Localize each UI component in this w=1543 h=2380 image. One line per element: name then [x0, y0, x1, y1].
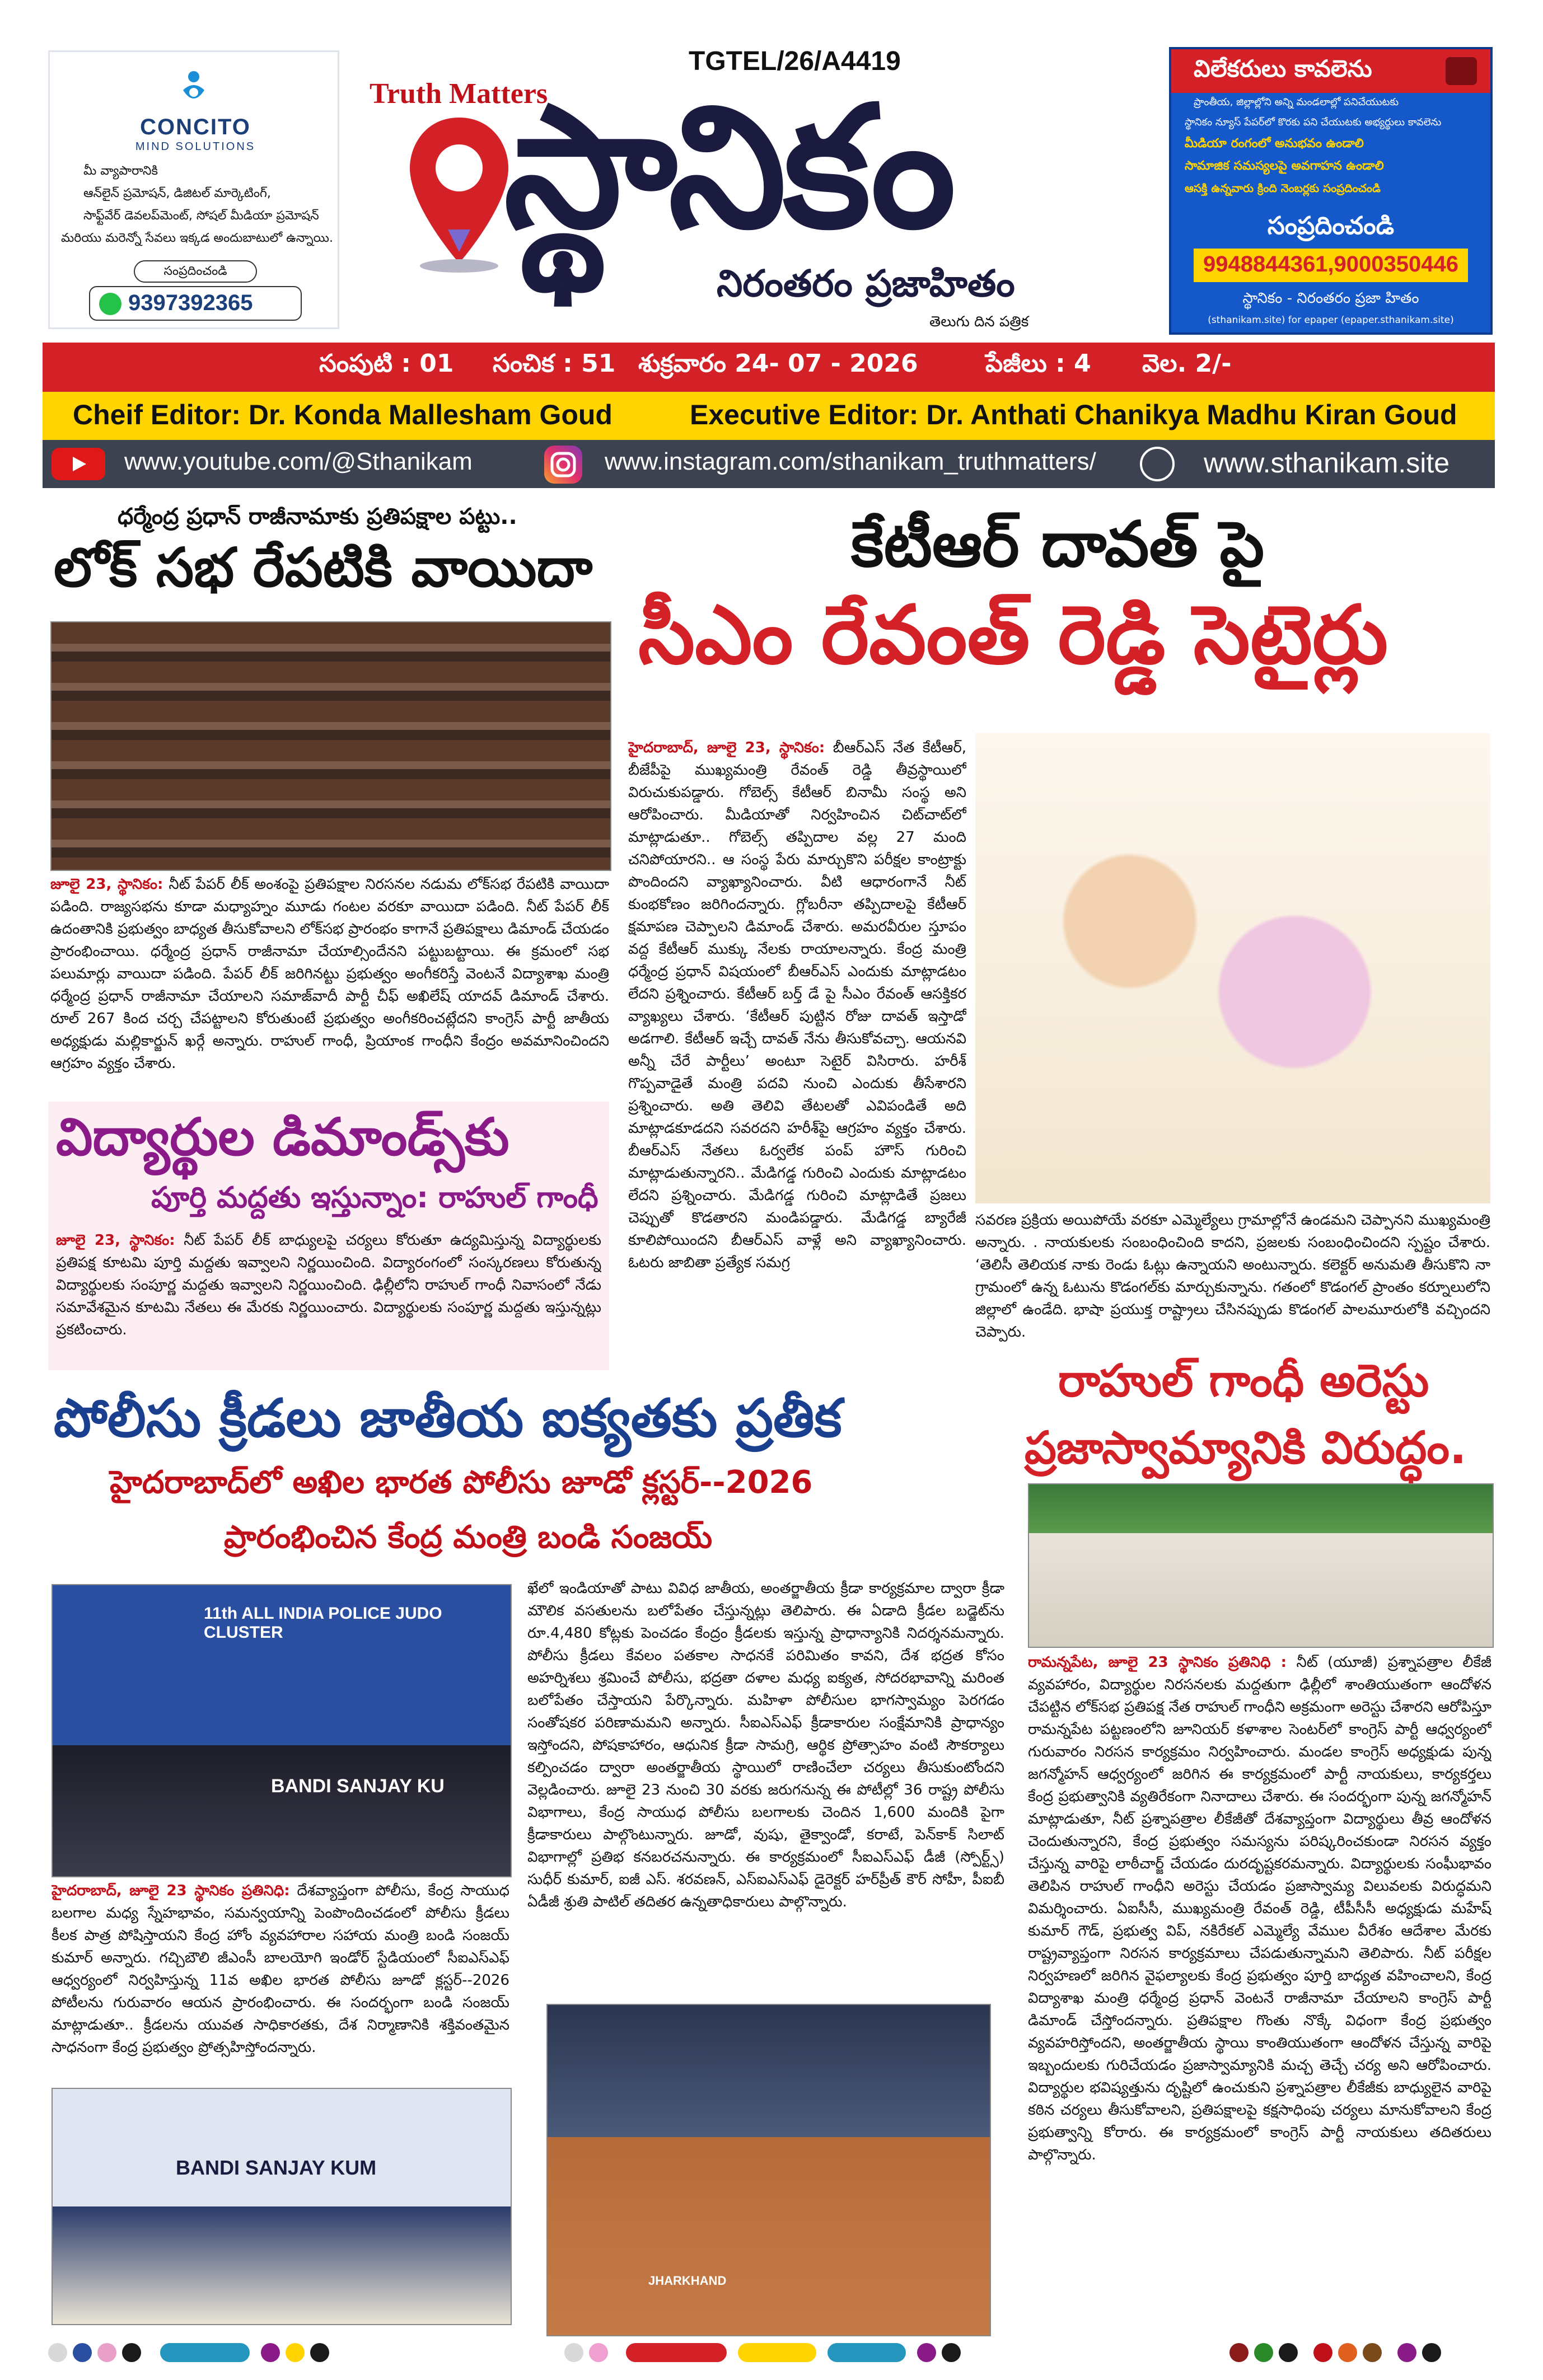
story4-body2: [527, 1577, 1004, 2003]
right-ad-line-1: స్థానికం న్యూస్ పేపర్‌లో కొరకు పని చేయుటకు అభ్యర్థులు కావలెను: [1185, 116, 1442, 128]
story4-subhead1: హైదరాబాద్‌లో అఖిల భారత పోలీసు జూడో క్లస్టర్--2026: [110, 1464, 813, 1501]
story1-headline: లోక్ సభ రేపటికి వాయిదా: [54, 536, 593, 599]
right-ad-title: విలేకరులు కావలెను: [1194, 55, 1372, 82]
left-ad-contact-label: సంప్రదించండి: [134, 260, 257, 283]
story4-subhead2: ప్రారంభించిన కేంద్ర మంత్రి బండి సంజయ్: [224, 1519, 713, 1556]
story3-continued-text: సవరణ ప్రక్రియ అయిపోయే వరకూ ఎమ్మెల్యేలు గ్రామాల్లోనే ఉండమని చెప్పానని ముఖ్యమంత్రి అన్నారు. . నాయకులకు సంబంధించింది కాదని, ప్రజలకు సంబంధించిందని స్పష్టం చేశారు. ‘తెలిసీ తెలియక నాకు రెండు ఓట్లు ఉన్నాయని అంటున్నారు. కలెక్టర్ అనుమతి తీసుకొని నా గ్రామంలో ఉన్న ఓటును కొడంగల్‌కు మార్చుకున్నాను. గతంలో కొడంగల్ ప్రాంతం కర్నూలులోని జిల్లాలో ఉండేది. భాషా ప్రయుక్త రాష్ట్రాలు చేసినప్పుడు కొడంగల్ పాలమూరులోకి వచ్చిందని చెప్పారు.: [975, 1212, 1490, 1341]
issue-date: శుక్రవారం 24- 07 - 2026: [638, 349, 918, 378]
instagram-link[interactable]: www.instagram.com/sthanikam_truthmatters/: [605, 448, 1096, 475]
paper-type: తెలుగు దిన పత్రిక: [929, 313, 1029, 330]
left-ad-line-1: మీ వ్యాపారానికి: [83, 164, 158, 178]
masthead-title: స్థానికం: [504, 70, 953, 265]
story4-photo1-banner: 11th ALL INDIA POLICE JUDO CLUSTER: [204, 1604, 442, 1642]
story3-body: [628, 737, 966, 1348]
left-ad-line-3: సాఫ్ట్‌వేర్ డెవలప్‌మెంట్, సోషల్ మీడియా ప్రమోషన్: [83, 209, 319, 223]
story4-lead: హైదరాబాద్, జూలై 23 స్థానికం ప్రతినిధి:: [52, 1882, 290, 1899]
story3-headline2: సీఎం రేవంత్ రెడ్డి సెటైర్లు: [638, 588, 1388, 682]
story1-lead: జూలై 23, స్థానికం:: [50, 876, 163, 893]
issue-volume: సంపుటి : 01: [319, 349, 454, 378]
story4-photo1-stage: BANDI SANJAY KU: [271, 1775, 445, 1797]
right-ad-contact-label: సంప్రదించండి: [1267, 212, 1395, 240]
story5-headline1: రాహుల్ గాంధీ అరెస్టు: [1058, 1355, 1429, 1407]
masthead-tagline-te: నిరంతరం ప్రజాహితం: [717, 262, 1015, 305]
story4-headline: పోలీసు క్రీడలు జాతీయ ఐక్యతకు ప్రతీక: [54, 1388, 842, 1449]
right-ad: [1169, 47, 1493, 335]
right-ad-line-2: మీడియా రంగంలో అనుభవం ఉండాలి: [1185, 137, 1364, 151]
story4-text2: ఖేలో ఇండియాతో పాటు వివిధ జాతీయ, అంతర్జాతీయ క్రీడా కార్యక్రమాల ద్వారా క్రీడా మౌలిక వసతులను బలోపేతం చేస్తున్నట్లు తెలిపారు. ఈ ఏడాది క్రీడల బడ్జెట్‌ను రూ.4,480 కోట్లకు పెంచడం కేంద్రం క్రీడలకు ఇస్తున్న ప్రాధాన్యానికి నిదర్శనమన్నారు. పోలీసు క్రీడలు కేవలం పతకాల సాధనకే పరిమితం కావని, దేశ భద్రత కోసం అహర్నిశలు శ్రమించే పోలీసు, భద్రతా దళాల మధ్య ఐక్యత, సోదరభావాన్ని మరింత బలోపేతం చేస్తాయని పేర్కొన్నారు. మహిళా పోలీసుల భాగస్వామ్యం పెరగడం సంతోషకర పరిణామమని అన్నారు. సీఐఎస్ఎఫ్ క్రీడాకారుల సంక్షేమానికి ప్రాధాన్యం ఇస్తోందని, పోషకాహారం, ఆధునిక క్రీడా సామగ్రి, ఆర్థిక ప్రోత్సాహం వంటి సౌకర్యాలు కల్పించడం ద్వారా అంతర్జాతీయ స్థాయిలో రాణించేలా చర్యలు తీసుకుంటోందని వెల్లడించారు. జూలై 23 నుంచి 30 వరకు జరుగనున్న ఈ పోటీల్లో 36 రాష్ట్ర పోలీసు విభాగాలు, కేంద్ర సాయుధ పోలీసు బలగాలకు చెందిన 1,600 మందికి పైగా క్రీడాకారులు పాల్గొంటున్నారు. జూడో, వుషు, తైక్వాండో, కరాటే, పెన్‌కాక్ సిలాట్ విభాగాల్లో ప్రతిభ కనబరచనున్నారు. ఈ కార్యక్రమంలో సీఐఎస్ఎఫ్ డీజీ (స్పోర్ట్స్) సుధీర్ కుమార్, ఐజీ ఎస్. శరవణన్, ఎస్ఐఎస్ఎఫ్ డైరెక్టర్ హర్‌ప్రీత్ కౌర్ సోహీ, పీఐబీ ఏడీజీ శ్రుతి పాటిల్ తదితర ఉన్నతాధికారులు పాల్గొన్నారు.: [527, 1580, 1004, 1910]
masthead-tagline-en: Truth Matters: [370, 78, 548, 110]
story3-cartoon: [975, 733, 1490, 1203]
left-ad-phone: 9397392365: [128, 291, 253, 315]
website-link[interactable]: www.sthanikam.site: [1204, 447, 1450, 479]
story2-headline: విద్యార్థుల డిమాండ్స్‌కు: [56, 1107, 509, 1167]
map-pin-logo-icon: [403, 112, 515, 274]
concito-brand-sub: MIND SOLUTIONS: [135, 140, 256, 153]
story4-photo3-stage: BANDI SANJAY KUM: [176, 2156, 377, 2179]
issue-number: సంచిక : 51: [493, 349, 616, 378]
whatsapp-icon: [99, 293, 121, 315]
youtube-icon: [52, 448, 105, 480]
left-ad-line-4: మరియు మరెన్నో సేవలు ఇక్కడ అందుబాటులో ఉన్నాయి.: [61, 231, 333, 245]
registration-number: TGTEL/26/A4419: [689, 46, 901, 76]
instagram-icon: [544, 446, 582, 484]
story5-lead: రామన్నపేట, జూలై 23 స్థానికం ప్రతినిధి :: [1028, 1654, 1287, 1671]
story5-headline2: ప్రజాస్వామ్యానికి విరుద్ధం.: [1025, 1422, 1467, 1474]
right-ad-line-4: ఆసక్తి ఉన్నవారు క్రింది నెంబర్లకు సంప్రదించండి: [1185, 181, 1381, 195]
story2-subhead: పూర్తి మద్దతు ఇస్తున్నాం: రాహుల్ గాంధీ: [151, 1181, 599, 1215]
right-ad-line-3: సామాజిక సమస్యలపై అవగాహన ఉండాలి: [1185, 159, 1384, 173]
story4-photo3: [52, 2088, 512, 2325]
right-ad-phones: 9948844361,9000350446: [1203, 252, 1459, 277]
megaphone-icon: [1446, 57, 1477, 85]
story4-body: [52, 1880, 509, 2078]
right-ad-site: (sthanikam.site) for epaper (epaper.sthanikam.site): [1208, 315, 1454, 326]
story4-photo2-team: JHARKHAND: [648, 2274, 727, 2288]
story4-photo1: [52, 1584, 512, 1877]
youtube-link[interactable]: www.youtube.com/@Sthanikam: [124, 448, 473, 475]
story4-text: దేశవ్యాప్తంగా పోలీసు, కేంద్ర సాయుధ బలగాల మధ్య స్నేహభావం, సమన్వయాన్ని పెంపొందించడంలో పోలీసు క్రీడలు కీలక పాత్ర పోషిస్తాయని కేంద్ర హోం వ్యవహారాల సహాయ మంత్రి బండి సంజయ్ కుమార్ అన్నారు. గచ్చిబౌలి జీఎంసీ బాలయోగి ఇండోర్ స్టేడియంలో సీఐఎస్ఎఫ్ ఆధ్వర్యంలో నిర్వహిస్తున్న 11వ అఖిల భారత పోలీసు జూడో క్లస్టర్--2026 పోటీలను గురువారం ఆయన ప్రారంభించారు. ఈ సందర్భంగా బండి సంజయ్ మాట్లాడుతూ.. క్రీడలను యువత సాధికారతకు, దేశ నిర్మాణానికి శక్తివంతమైన సాధనంగా కేంద్ర ప్రభుత్వం ప్రోత్సహిస్తోందన్నారు.: [52, 1882, 509, 2056]
story2-lead: జూలై 23, స్థానికం:: [56, 1232, 175, 1249]
story2-text: నీట్ పేపర్ లీక్ బాధ్యులపై చర్యలు కోరుతూ ఉద్యమిస్తున్న విద్యార్థులకు ప్రతిపక్ష కూటమి పూర్తి మద్దతు ఇవ్వాలని నిర్ణయించింది. విద్యారంగంలో సంస్కరణలు కోరుతున్న విద్యార్థులకు సంపూర్ణ మద్దతు ఇవ్వాలని నిర్ణయించింది. ఢిల్లీలోని రాహుల్ గాంధీ నివాసంలో నేడు సమావేశమైన కూటమి నేతలు ఈ మేరకు నిర్ణయించారు. విద్యార్థులకు సంపూర్ణ మద్దతు ఇస్తున్నట్లు ప్రకటించారు.: [56, 1232, 601, 1338]
story5-photo: [1028, 1483, 1494, 1648]
story1-kicker: ధర్మేంద్ర ప్రధాన్ రాజీనామాకు ప్రతిపక్షాల పట్టు..: [118, 504, 517, 530]
story2-body: [56, 1229, 601, 1366]
right-ad-sub: ప్రాంతీయ, జిల్లాల్లోని అన్ని మండలాల్లో పనిచేయుటకు: [1194, 96, 1399, 108]
story4-photo2: [546, 2004, 991, 2336]
chief-editor: Cheif Editor: Dr. Konda Mallesham Goud: [73, 399, 612, 430]
story1-text: నీట్ పేపర్ లీక్ అంశంపై ప్రతిపక్షాల నిరసనల నడుమ లోక్‌సభ రేపటికి వాయిదా పడింది. రాజ్యసభను కూడా మధ్యాహ్నం మూడు గంటల వరకూ వాయిదా పడింది. నీట్ పేపర్ లీక్ ఉదంతానికి ప్రభుత్వం బాధ్యత తీసుకోవాలని లోక్‌సభ ప్రారంభం కాగానే ప్రతిపక్షాలు డిమాండ్ చేయడం ప్రారంభించాయి. ధర్మేంద్ర ప్రధాన్ రాజీనామా చేయాల్సిందేనని పట్టుబట్టాయి. ఈ క్రమంలో సభ పలుమార్లు వాయిదా పడింది. పేపర్ లీక్ జరిగినట్టు ప్రభుత్వం అంగీకరిస్తే వెంటనే విద్యాశాఖ మంత్రి ధర్మేంద్ర ప్రధాన్ రాజీనామా చేయాలని సమాజ్‌వాదీ పార్టీ చీఫ్ అఖిలేష్ యాదవ్ డిమాండ్ చేశారు. రూల్ 267 కింద చర్చ చేపట్టాలని కోరుతుంటే ప్రభుత్వం అంగీకరించట్లేదని కాంగ్రెస్ పార్టీ జాతీయ అధ్యక్షుడు మల్లికార్జున్ ఖర్గే అన్నారు. రాహుల్ గాంధీ, ప్రియాంక గాంధీని కేంద్రం అవమానించిందని ఆగ్రహం వ్యక్తం చేశారు.: [50, 876, 609, 1072]
story3-lead: హైదరాబాద్, జూలై 23, స్థానికం:: [628, 739, 825, 756]
color-marks-center: [564, 2343, 1068, 2362]
story1-photo: [50, 621, 611, 871]
left-ad: [48, 50, 339, 329]
concito-logo-icon: [172, 68, 216, 111]
story3-continued: [975, 1209, 1490, 1343]
concito-brand: CONCITO: [140, 115, 251, 139]
issue-pages: పేజీలు : 4: [985, 349, 1091, 378]
story3-text: బీఆర్ఎస్ నేత కేటీఆర్, బీజేపీపై ముఖ్యమంత్రి రేవంత్ రెడ్డి తీవ్రస్థాయిలో విరుచుకుపడ్డారు. గోబెల్స్ కేటీఆర్ బినామీ సంస్థ అని ఆరోపించారు. మీడియాతో నిర్వహించిన చిట్‌చాట్‌లో మాట్లాడుతూ.. గోబెల్స్ తప్పిదాల వల్ల 27 మంది చనిపోయారని.. ఆ సంస్థ పేరు మార్చుకొని పరీక్షల కాంట్రాక్టు పొందిందని వ్యాఖ్యానించారు. వీటి ఆధారంగానే నీట్ కుంభకోణం జరిగిందన్నారు. గ్లోబరీనా తప్పిదాలపై కేటీఆర్ క్షమాపణ చెప్పాలని డిమాండ్ చేశారు. అమరవీరుల స్తూపం వద్ద కేటీఆర్ ముక్కు నేలకు రాయాలన్నారు. కేంద్ర మంత్రి ధర్మేంద్ర ప్రధాన్ విషయంలో బీఆర్ఎస్ ఎందుకు మాట్లాడటం లేదని ప్రశ్నించారు. కేటీఆర్ బర్త్ డే పై సీఎం రేవంత్ ఆసక్తికర వ్యాఖ్యలు చేశారు. ‘కేటీఆర్ పుట్టిన రోజు దావత్ ఇస్తాడో అడగాలి. కేటీఆర్ ఇచ్చే దావత్ నేను తీసుకోవచ్చా. ఆయనవి అన్నీ చేరే పార్టీలు’ అంటూ సెటైర్ విసిరారు. హరీశ్ గొప్పవాడైతే మంత్రి పదవి నుంచి ఎందుకు తీసేశారని ప్రశ్నించారు. అతి తెలివి తేటలతో ఎవిపండితే అది మాట్లాడకూడదని సవరదని హరీశ్‌పై ఆగ్రహం వ్యక్తం చేశారు. బీఆర్ఎస్ నేతలు ఓర్వలేక పంప్ హౌస్ గురించి మాట్లాడుతున్నారని.. మేడిగడ్డ గురించి ఎందుకు మాట్లాడటం లేదని ప్రశ్నించారు. మేడిగడ్డ గురించి మాట్లాడితే ప్రజలు చెప్పుతో కొడతారని మండిపడ్డారు. మేడిగడ్డ బ్యారేజీ కూలిపోయిందని బీఆర్ఎస్ వాళ్లే అని వ్యాఖ్యానించారు. ఓటరు జాబితా ప్రత్యేక సమగ్ర: [628, 739, 966, 1271]
globe-icon: [1140, 447, 1175, 481]
right-ad-footer: స్థానికం - నిరంతరం ప్రజా హితం: [1242, 290, 1419, 307]
color-marks-left: [48, 2343, 552, 2362]
story5-body: [1028, 1651, 1491, 2323]
story5-text: నీట్ (యూజీ) ప్రశ్నాపత్రాల లీకేజీ వ్యవహారం, విద్యార్థుల నిరసనలకు మద్దతుగా ఢిల్లీలో శాంతియుతంగా ఆందోళన చేపట్టిన లోక్‌సభ ప్రతిపక్ష నేత రాహుల్ గాంధీని అక్రమంగా అరెస్టు చేశారని ఆరోపిస్తూ రామన్నపేట పట్టణంలోని జూనియర్ కళాశాల సెంటర్‌లో కాంగ్రెస్ పార్టీ ఆధ్వర్యంలో గురువారం నిరసన కార్యక్రమం నిర్వహించారు. మండల కాంగ్రెస్ అధ్యక్షుడు పున్న జగన్మోహన్ ఆధ్వర్యంలో జరిగిన ఈ కార్యక్రమంలో పార్టీ నాయకులు, కార్యకర్తలు కేంద్ర ప్రభుత్వానికి వ్యతిరేకంగా నినాదాలు చేశారు. ఈ సందర్భంగా పున్న జగన్మోహన్ మాట్లాడుతూ, నీట్ ప్రశ్నాపత్రాల లీకేజీతో దేశవ్యాప్తంగా విద్యార్థులు తీవ్ర ఆందోళన చెందుతున్నారని, కేంద్ర ప్రభుత్వం సమస్యను పరిష్కరించకుండా నిరసన వ్యక్తం చేస్తున్న వారిపై లాఠీచార్జ్ చేయడం దురదృష్టకరమన్నారు. విద్యార్థులకు సంఘీభావం తెలిపిన రాహుల్ గాంధీని అరెస్టు చేయడం ప్రజాస్వామ్య విలువలకు విరుద్ధమని విమర్శించారు. ఏఐసీసీ, ముఖ్యమంత్రి రేవంత్ రెడ్డి, టీపీసీసీ అధ్యక్షుడు మహేష్ కుమార్ గౌడ్, ప్రభుత్వ విప్, నకిరేకల్ ఎమ్మెల్యే వేముల వీరేశం ఆదేశాల మేరకు రాష్ట్రవ్యాప్తంగా నిరసన కార్యక్రమాలు చేపడుతున్నామని తెలిపారు. నీట్ పరీక్షల నిర్వహణలో జరిగిన వైఫల్యాలకు కేంద్ర ప్రభుత్వం పూర్తి బాధ్యత వహించాలని, కేంద్ర విద్యాశాఖ మంత్రి ధర్మేంద్ర ప్రధాన్ వెంటనే రాజీనామా చేయాలని కాంగ్రెస్ పార్టీ డిమాండ్ చేస్తోందన్నారు. ప్రతిపక్షాల గొంతు నొక్కే విధంగా కేంద్ర ప్రభుత్వం వ్యవహరిస్తోందని, అంతర్జాతీయ స్థాయి కాంతియుతంగా ఆందోళన చేస్తున్న వారిపై ఇబ్బందులకు గురిచేయడం ప్రజాస్వామ్యానికి మచ్చ తెచ్చే చర్య అని ఆరోపించారు. విద్యార్థుల భవిష్యత్తును దృష్టిలో ఉంచుకుని ప్రశ్నాపత్రాల లీకేజీకు బాధ్యులైన వారిపై కఠిన చర్యలు తీసుకోవాలని, ప్రతిపక్షాలపై కక్షసాధింపు చర్యలు మానుకోవాలని కేంద్ర ప్రభుత్వాన్ని కోరారు. ఈ కార్యక్రమంలో కాంగ్రెస్ పార్టీ నాయకులు తదితరులు పాల్గొన్నారు.: [1028, 1654, 1491, 2163]
story3-headline1: కేటీఆర్ దావత్ పై: [851, 508, 1265, 581]
issue-price: వెల. 2/-: [1142, 349, 1232, 378]
left-ad-line-2: ఆన్‌లైన్ ప్రమోషన్, డిజిటల్ మార్కెటింగ్,: [83, 186, 271, 200]
executive-editor: Executive Editor: Dr. Anthati Chanikya Madhu Kiran Goud: [690, 399, 1457, 430]
color-marks-right: [1229, 2343, 1498, 2362]
